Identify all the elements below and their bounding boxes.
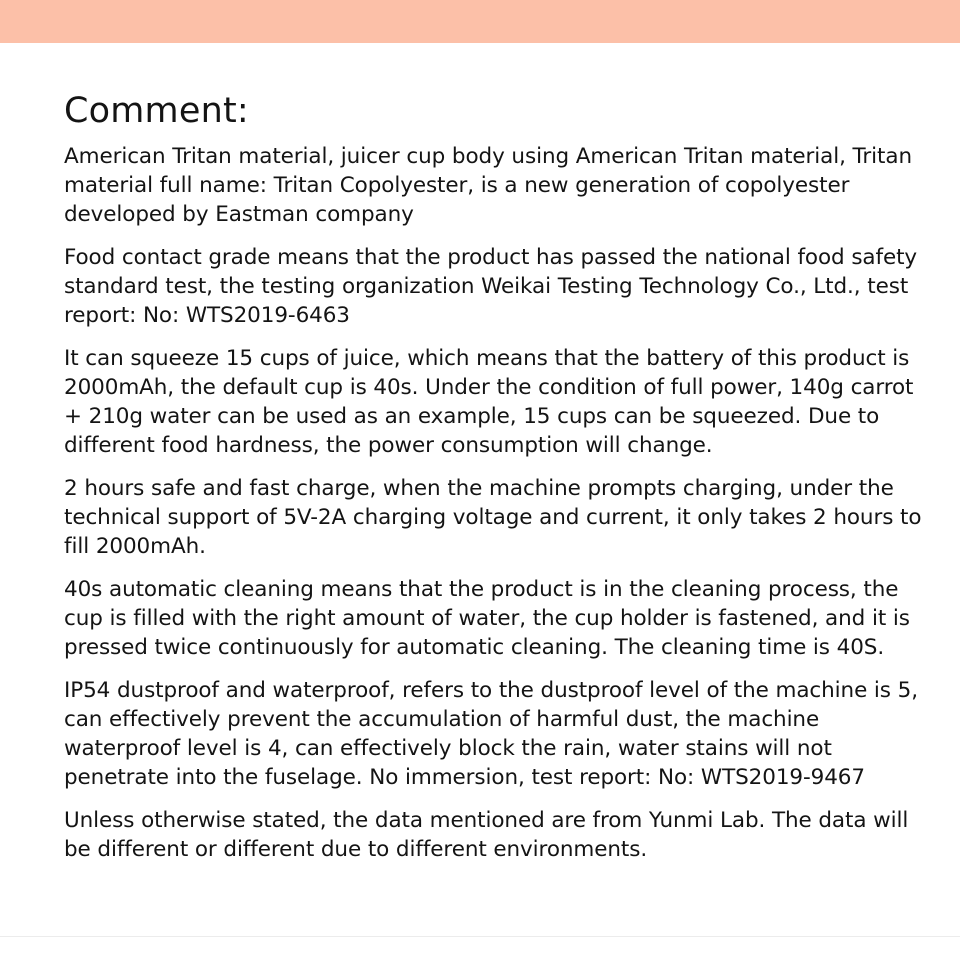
- paragraph-battery-capacity: It can squeeze 15 cups of juice, which means that the battery of this product is 2000mAh, the default cup is 40s. Under the condition of full power, 140g carrot + 210g water can be used as an example, 15 cups can be squeezed. Due to different food hardness, the power consumption will change.: [64, 346, 914, 458]
- paragraph-tritan-material: American Tritan material, juicer cup body using American Tritan material, Tritan material full name: Tritan Copolyester, is a new generation of copolyester developed by Eastman company: [64, 144, 912, 227]
- header-color-bar: [0, 0, 960, 43]
- paragraph-food-contact-grade: Food contact grade means that the product has passed the national food safety standard test, the testing organization Weikai Testing Technology Co., Ltd., test report: No: WTS2019-6463: [64, 245, 918, 328]
- bottom-divider: [0, 936, 960, 937]
- paragraph-automatic-cleaning: 40s automatic cleaning means that the product is in the cleaning process, the cup is filled with the right amount of water, the cup holder is fastened, and it is pressed twice continuously for automatic cleaning. The cleaning time is 40S.: [64, 577, 910, 660]
- paragraph-data-disclaimer: Unless otherwise stated, the data mentioned are from Yunmi Lab. The data will be different or different due to different environments.: [64, 808, 909, 862]
- comment-heading: Comment:: [64, 91, 249, 131]
- paragraph-fast-charge: 2 hours safe and fast charge, when the machine prompts charging, under the technical support of 5V-2A charging voltage and current, it only takes 2 hours to fill 2000mAh.: [64, 476, 922, 559]
- comment-section: [64, 86, 936, 864]
- paragraph-ip54-rating: IP54 dustproof and waterproof, refers to the dustproof level of the machine is 5, can effectively prevent the accumulation of harmful dust, the machine waterproof level is 4, can effectively block the rain, water stains will not penetrate into the fuselage. No immersion, test report: No: WTS2019-9467: [64, 678, 918, 790]
